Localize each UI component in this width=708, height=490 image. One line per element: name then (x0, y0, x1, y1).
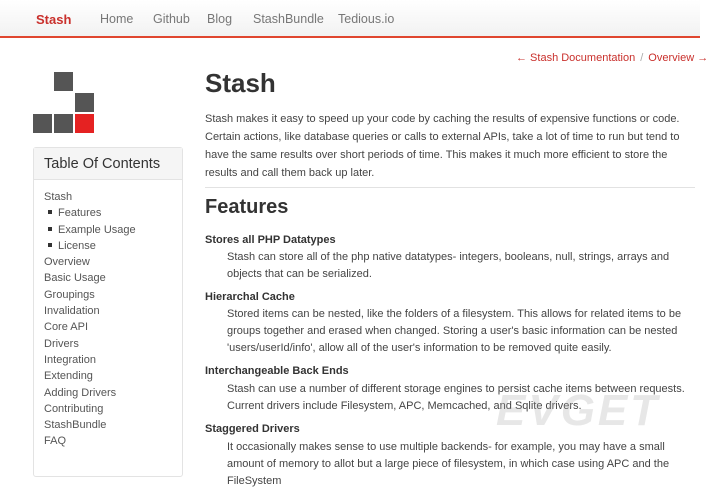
toc-item-label: Example Usage (58, 223, 136, 236)
toc-item-label: Extending (44, 370, 93, 383)
toc-item-example-usage[interactable] (44, 222, 182, 238)
features-heading: Features (205, 196, 289, 218)
intro-paragraph: Stash makes it easy to speed up your code by caching the results of expensive functions or code. Certain actions, like database queries or calls to external APIs, take a lot of time to run but tend to have the same results over short periods of time. This makes it much more efficient to store the results and call them back up later. (205, 113, 680, 179)
nav-tedious[interactable]: Tedious.io (338, 12, 395, 26)
brand-link[interactable]: Stash (36, 12, 72, 27)
nav-github[interactable]: Github (153, 12, 190, 26)
toc-item-stashbundle[interactable] (44, 417, 182, 433)
pager-separator: / (640, 52, 644, 64)
feature-term: Staggered Drivers (205, 423, 300, 435)
feature-description: It occasionally makes sense to use multiple backends- for example, you may have a small amount of memory to allot but a large piece of filesystem, in which case using APC and the FileSystem (227, 441, 670, 487)
toc-title: Table Of Contents (34, 148, 182, 180)
watermark-logo: EVGET (496, 386, 661, 435)
section-divider (205, 187, 695, 188)
feature-description: Stash can use a number of different storage engines to persist cache items between requests. Current drivers include Filesystem, APC, Memcached, and Sqlite drivers. (227, 383, 685, 412)
toc-item-label: Invalidation (44, 305, 100, 318)
toc-item-label: Features (58, 207, 102, 220)
next-page-link[interactable]: Overview → (648, 52, 708, 64)
nav-stashbundle[interactable]: StashBundle (253, 12, 324, 26)
toc-item-stash[interactable] (44, 189, 182, 205)
prev-page-link[interactable]: ← Stash Documentation (516, 52, 636, 64)
feature-term: Interchangeable Back Ends (205, 365, 349, 377)
toc-item-basic-usage[interactable] (44, 270, 182, 286)
table-of-contents (33, 147, 183, 477)
toc-item-label: License (58, 239, 96, 252)
bullet-icon (48, 243, 52, 247)
toc-item-label: FAQ (44, 435, 67, 448)
feature-term: Hierarchal Cache (205, 291, 295, 303)
toc-item-label: StashBundle (44, 419, 107, 432)
toc-item-label: Drivers (44, 337, 79, 350)
toc-item-label: Adding Drivers (44, 386, 117, 399)
bullet-icon (48, 210, 52, 214)
bullet-icon (48, 227, 52, 231)
toc-item-label: Basic Usage (44, 272, 106, 285)
toc-item-contributing[interactable] (44, 401, 182, 417)
toc-item-label: Core API (44, 321, 89, 334)
stash-logo (33, 72, 95, 134)
toc-item-extending[interactable] (44, 368, 182, 384)
feature-term: Stores all PHP Datatypes (205, 234, 336, 246)
feature-description: Stored items can be nested, like the folders of a filesystem. This allows for related items to be groups together and erased when changed. Storing a user's basic information can be nested 'users/userId/info', allow all of the user's information to be removed quite easily. (227, 308, 682, 354)
toc-item-groupings[interactable] (44, 287, 182, 303)
page-title: Stash (205, 68, 276, 98)
toc-item-invalidation[interactable] (44, 303, 182, 319)
top-navbar (0, 0, 700, 38)
toc-item-integration[interactable] (44, 352, 182, 368)
toc-item-label: Groupings (44, 288, 95, 301)
nav-home[interactable]: Home (100, 12, 134, 26)
nav-blog[interactable]: Blog (207, 12, 233, 26)
feature-description: Stash can store all of the php native datatypes- integers, booleans, null, strings, arrays and objects that can be serialized. (227, 251, 670, 280)
toc-item-label: Integration (44, 353, 96, 366)
doc-pager (516, 52, 708, 64)
toc-item-label: Contributing (44, 402, 104, 415)
toc-item-label: Stash (44, 191, 73, 203)
toc-item-overview[interactable] (44, 254, 182, 270)
toc-item-drivers[interactable] (44, 336, 182, 352)
toc-item-core-api[interactable] (44, 319, 182, 335)
toc-item-features[interactable] (44, 205, 182, 221)
toc-item-license[interactable] (44, 238, 182, 254)
toc-item-faq[interactable] (44, 433, 182, 449)
toc-item-label: Overview (44, 256, 90, 269)
toc-item-adding-drivers[interactable] (44, 385, 182, 401)
toc-list (34, 180, 182, 450)
